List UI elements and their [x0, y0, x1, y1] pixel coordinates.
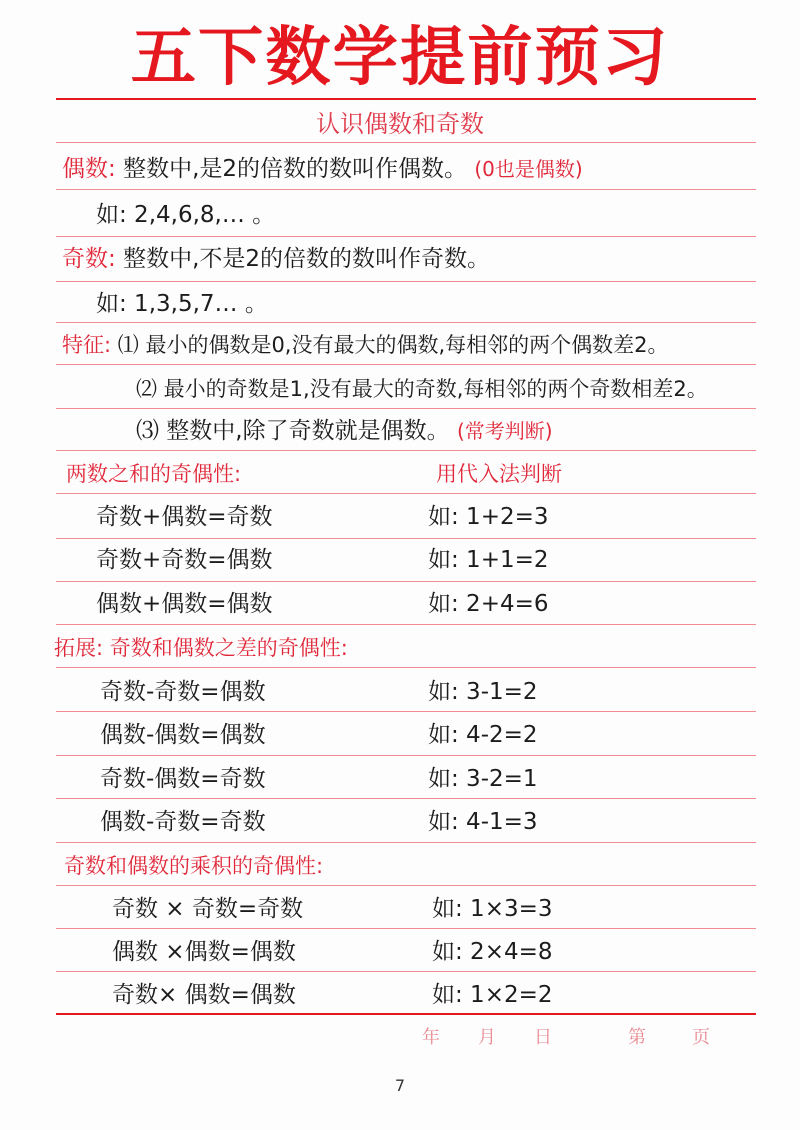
features-label: 特征: — [62, 333, 112, 357]
ruled-line — [56, 364, 756, 365]
diff-example-3: 如: 3-2=1 — [428, 766, 538, 792]
even-example: 如: 2,4,6,8,… 。 — [96, 202, 276, 228]
ruled-line — [56, 189, 756, 190]
subtitle: 认识偶数和奇数 — [316, 110, 484, 138]
ruled-line — [56, 408, 756, 409]
feature-line-1 — [62, 328, 669, 362]
sum-heading: 两数之和的奇偶性: — [66, 462, 242, 486]
ruled-line — [56, 885, 756, 886]
footer-page-prefix: 第 — [628, 1027, 646, 1048]
ruled-line — [56, 755, 756, 756]
sum-example-2: 如: 1+1=2 — [428, 547, 549, 573]
ruled-line — [56, 450, 756, 451]
ruled-line — [56, 1013, 756, 1015]
page-number: 7 — [394, 1076, 406, 1095]
odd-definition — [62, 242, 490, 276]
ruled-line — [56, 842, 756, 843]
diff-example-4: 如: 4-1=3 — [428, 809, 538, 835]
ruled-line — [56, 281, 756, 282]
diff-rule-2: 偶数-偶数=偶数 — [100, 722, 266, 748]
odd-example: 如: 1,3,5,7… 。 — [96, 291, 268, 317]
ruled-line — [56, 581, 756, 582]
even-definition-text: 整数中,是2的倍数的数叫作偶数。 — [123, 156, 468, 182]
ruled-line — [56, 236, 756, 237]
feature-line-3 — [136, 414, 553, 448]
ruled-line — [56, 667, 756, 668]
product-rule-3: 奇数× 偶数=偶数 — [112, 982, 296, 1008]
ruled-line — [56, 928, 756, 929]
sum-rule-1: 奇数+偶数=奇数 — [96, 504, 273, 530]
footer-day: 日 — [534, 1027, 552, 1048]
product-rule-1: 奇数 × 奇数=奇数 — [112, 896, 304, 922]
ruled-line — [56, 624, 756, 625]
odd-label: 奇数: — [62, 246, 116, 272]
features-note: (常考判断) — [456, 419, 553, 443]
sum-method: 用代入法判断 — [436, 462, 562, 486]
ruled-line — [56, 538, 756, 539]
product-example-2: 如: 2×4=8 — [432, 939, 553, 965]
feature-item-3: ⑶ 整数中,除了奇数就是偶数。 — [136, 418, 450, 444]
diff-rule-4: 偶数-奇数=奇数 — [100, 809, 266, 835]
feature-line-2: ⑵ 最小的奇数是1,没有最大的奇数,每相邻的两个奇数相差2。 — [136, 377, 708, 401]
diff-example-2: 如: 4-2=2 — [428, 722, 538, 748]
sum-rule-3: 偶数+偶数=偶数 — [96, 591, 273, 617]
footer-month: 月 — [478, 1027, 496, 1048]
footer-year: 年 — [422, 1027, 440, 1048]
even-label: 偶数: — [62, 156, 116, 182]
diff-heading: 拓展: 奇数和偶数之差的奇偶性: — [54, 636, 348, 660]
product-heading: 奇数和偶数的乘积的奇偶性: — [64, 854, 324, 878]
ruled-line — [56, 98, 756, 100]
sum-example-3: 如: 2+4=6 — [428, 591, 549, 617]
footer-page-suffix: 页 — [692, 1027, 710, 1048]
ruled-line — [56, 493, 756, 494]
ruled-line — [56, 798, 756, 799]
sum-rule-2: 奇数+奇数=偶数 — [96, 547, 273, 573]
product-rule-2: 偶数 ×偶数=偶数 — [112, 939, 296, 965]
odd-definition-text: 整数中,不是2的倍数的数叫作奇数。 — [123, 246, 491, 272]
feature-item-1: ⑴ 最小的偶数是0,没有最大的偶数,每相邻的两个偶数差2。 — [117, 333, 669, 357]
diff-example-1: 如: 3-1=2 — [428, 679, 538, 705]
ruled-line — [56, 322, 756, 323]
ruled-line — [56, 971, 756, 972]
ruled-line — [56, 711, 756, 712]
sum-example-1: 如: 1+2=3 — [428, 504, 549, 530]
even-definition — [62, 152, 583, 186]
product-example-1: 如: 1×3=3 — [432, 896, 553, 922]
page-title: 五下数学提前预习 — [130, 20, 670, 95]
even-note: (0也是偶数) — [474, 157, 583, 181]
diff-rule-3: 奇数-偶数=奇数 — [100, 766, 266, 792]
product-example-3: 如: 1×2=2 — [432, 982, 553, 1008]
diff-rule-1: 奇数-奇数=偶数 — [100, 679, 266, 705]
